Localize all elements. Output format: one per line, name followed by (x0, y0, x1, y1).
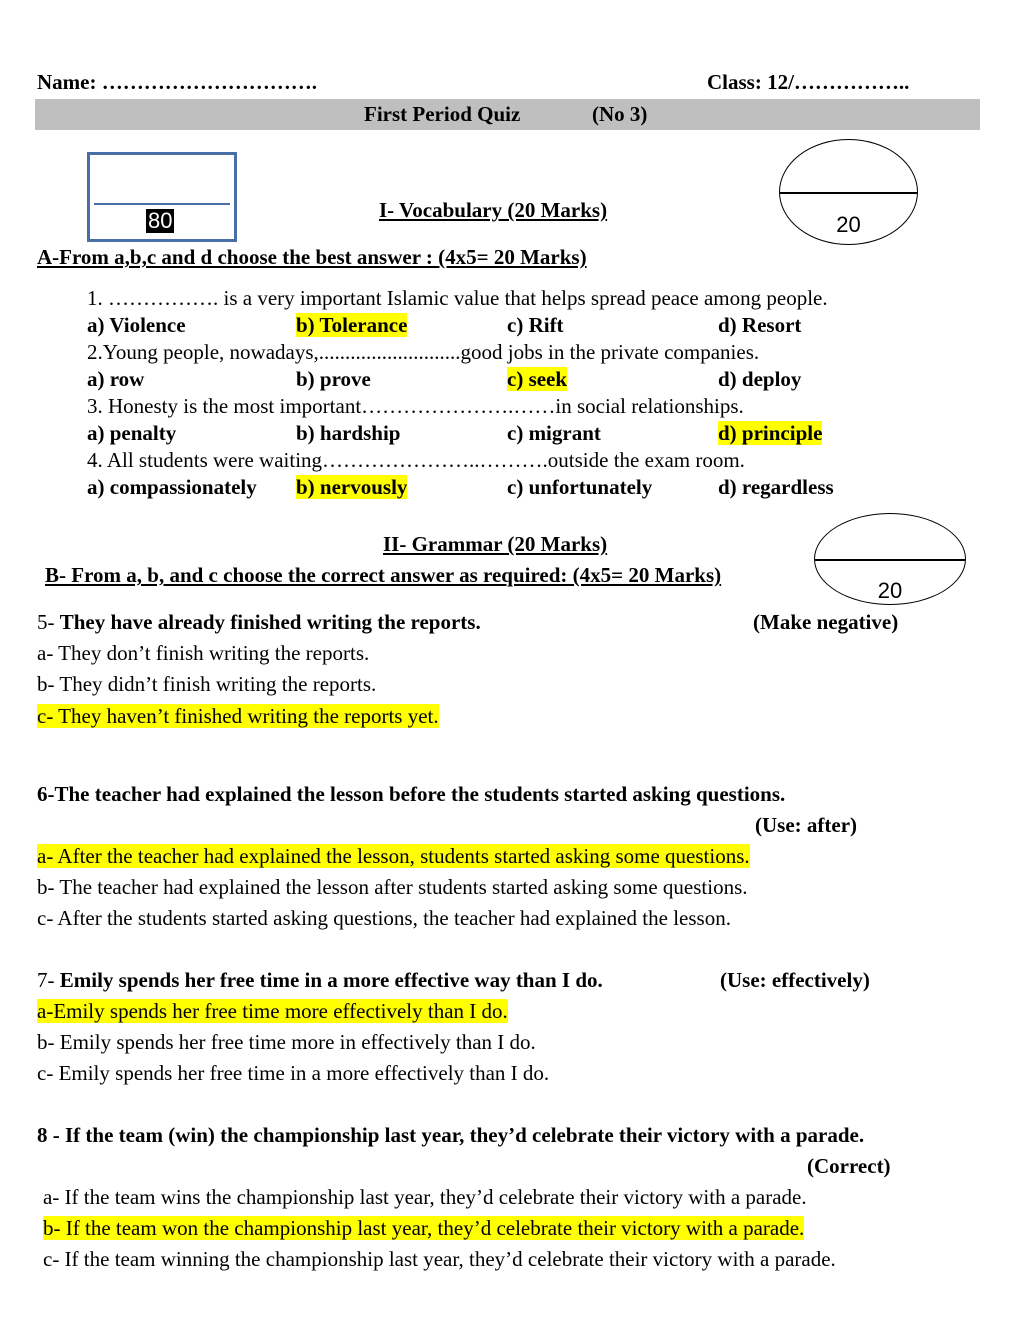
q7-option-text: a-Emily spends her free time more effectively than I do. (37, 999, 508, 1023)
q8-option-b[interactable] (43, 1218, 804, 1239)
q6-option-text: a- After the teacher had explained the lesson, students started asking some questions. (37, 844, 750, 868)
vocab-question-3-text: 3. Honesty is the most important………………….……in social relationships. (87, 394, 744, 418)
q8-stem: 8 - If the team (win) the championship last year, they’d celebrate their victory with a parade. (37, 1123, 865, 1147)
vocab-score-oval (779, 139, 918, 245)
vocab-question-2-option-d[interactable]: d) deploy (718, 367, 802, 391)
q6-instruction: (Use: after) (755, 813, 858, 837)
q7-stem: 7- Emily spends her free time in a more effective way than I do. (37, 968, 603, 992)
vocab-answer-highlight: d) principle (718, 421, 823, 445)
vocab-question-3-option-b[interactable]: b) hardship (296, 421, 401, 445)
vocab-question-2-option-a[interactable]: a) row (87, 367, 145, 391)
quiz-number: (No 3) (592, 102, 648, 126)
q7-stem-text: Emily spends her free time in a more effective way than I do. (59, 968, 603, 992)
q7-option-text: c- Emily spends her free time in a more effectively than I do. (37, 1061, 550, 1085)
q6-option-text: c- After the students started asking questions, the teacher had explained the lesson. (37, 906, 731, 930)
q7-instruction: (Use: effectively) (720, 968, 870, 992)
q8-instruction: (Correct) (807, 1154, 891, 1178)
q6-option-a[interactable] (37, 846, 750, 867)
q5-instruction: (Make negative) (753, 610, 899, 634)
vocab-question-2-option-c[interactable] (507, 369, 567, 390)
q5-option-text: b- They didn’t finish writing the reports. (37, 672, 377, 696)
q7-option-b[interactable] (37, 1032, 536, 1053)
vocab-question-1-option-c[interactable]: c) Rift (507, 313, 564, 337)
q5-option-text: a- They don’t finish writing the reports. (37, 641, 370, 665)
vocab-question-3-option-d[interactable] (718, 423, 822, 444)
q5-stem-text: They have already finished writing the reports. (59, 610, 481, 634)
grammar-heading: II- Grammar (20 Marks) (383, 532, 608, 556)
q5-stem: 5- They have already finished writing the reports. (37, 610, 481, 634)
vocab-question-2-text: 2.Young people, nowadays,...........................good jobs in the private companies. (87, 340, 760, 364)
total-score-value: 80 (148, 208, 173, 233)
q7-option-a[interactable] (37, 1001, 508, 1022)
q8-option-a[interactable] (43, 1187, 807, 1208)
q8-option-c[interactable] (43, 1249, 836, 1270)
vocab-answer-highlight: c) seek (507, 367, 568, 391)
vocab-question-3-option-c[interactable]: c) migrant (507, 421, 601, 445)
vocab-instruction: A-From a,b,c and d choose the best answer : (4x5= 20 Marks) (37, 245, 587, 269)
grammar-instruction: B- From a, b, and c choose the correct answer as required: (4x5= 20 Marks) (45, 563, 722, 587)
q7-option-text: b- Emily spends her free time more in effectively than I do. (37, 1030, 536, 1054)
q6-option-text: b- The teacher had explained the lesson after students started asking some questions. (37, 875, 748, 899)
vocab-question-2-option-b[interactable]: b) prove (296, 367, 371, 391)
name-field-label: Name: …………………………. (37, 70, 317, 94)
q6-stem: 6-The teacher had explained the lesson before the students started asking questions. (37, 782, 786, 806)
q6-option-c[interactable] (37, 908, 731, 929)
q5-option-a[interactable] (37, 643, 369, 664)
vocab-answer-highlight: b) Tolerance (296, 313, 408, 337)
quiz-title: First Period Quiz (364, 102, 521, 126)
q8-option-text: a- If the team wins the championship last year, they’d celebrate their victory with a parade. (43, 1185, 807, 1209)
vocab-heading: I- Vocabulary (20 Marks) (379, 198, 608, 222)
vocab-question-4-option-a[interactable]: a) compassionately (87, 475, 257, 499)
q8-option-text: b- If the team won the championship last year, they’d celebrate their victory with a parade. (43, 1216, 805, 1240)
q6-option-b[interactable] (37, 877, 748, 898)
q8-option-text: c- If the team winning the championship last year, they’d celebrate their victory with a parade. (43, 1247, 836, 1271)
class-field-label: Class: 12/…………….. (707, 70, 910, 94)
vocab-question-1-option-a[interactable]: a) Violence (87, 313, 186, 337)
vocab-question-4-text: 4. All students were waiting…………………..……….outside the exam room. (87, 448, 745, 472)
vocab-question-4-option-d[interactable]: d) regardless (718, 475, 834, 499)
q5-option-b[interactable] (37, 674, 376, 695)
total-score-divider (94, 203, 230, 205)
vocab-question-4-option-c[interactable]: c) unfortunately (507, 475, 653, 499)
vocab-question-4-option-b[interactable] (296, 477, 407, 498)
vocab-answer-highlight: b) nervously (296, 475, 408, 499)
q5-option-text: c- They haven’t finished writing the reports yet. (37, 704, 439, 728)
vocab-question-3-option-a[interactable]: a) penalty (87, 421, 177, 445)
vocab-question-1-option-b[interactable] (296, 315, 407, 336)
vocab-score-value: 20 (836, 212, 861, 237)
q5-option-c[interactable] (37, 706, 439, 727)
grammar-score-value: 20 (877, 578, 903, 603)
q7-option-c[interactable] (37, 1063, 549, 1084)
vocab-question-1-option-d[interactable]: d) Resort (718, 313, 802, 337)
grammar-score-oval (814, 513, 966, 605)
vocab-question-1-text: 1. ……………. is a very important Islamic value that helps spread peace among people. (87, 286, 828, 310)
